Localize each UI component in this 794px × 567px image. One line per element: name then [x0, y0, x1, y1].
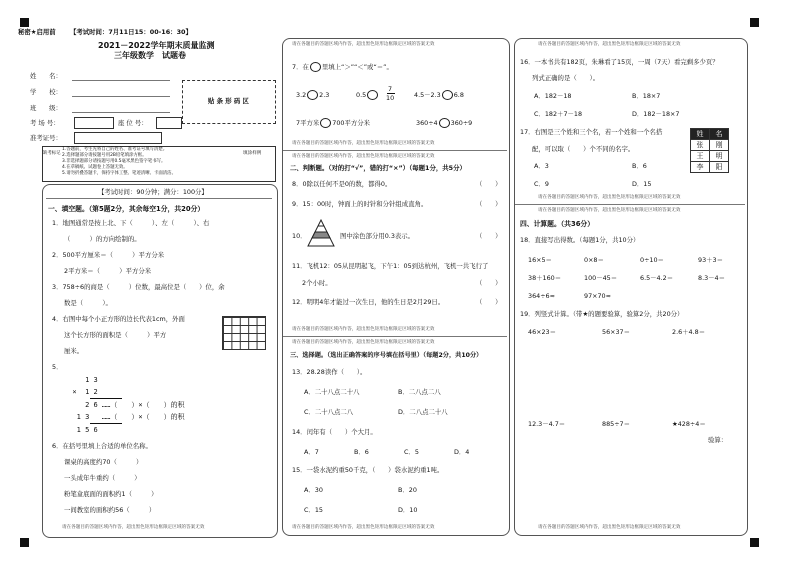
- c15-text: 15．一袋水泥约重50千克，（ ）袋水泥约重1吨。: [292, 466, 444, 474]
- compare-row-1: 3.2 2.3: [296, 91, 330, 99]
- c16-line2: 列式正确的是（ ）。: [532, 74, 600, 82]
- triangle-figure: [306, 218, 336, 248]
- q4-line2: 这个长方形的面积是（ ）平方: [64, 331, 167, 339]
- q5-label: 5．: [52, 363, 63, 371]
- fraction-denominator: 10: [386, 94, 395, 102]
- section-judge: 二、判断题。（对的打“√”，错的打“×”）（每题1分，共5分）: [290, 164, 466, 172]
- name-table-header: 姓: [691, 129, 710, 140]
- j11-paren[interactable]: （ ）: [476, 279, 502, 287]
- c13-option-d[interactable]: D．二八点二十八: [398, 408, 448, 416]
- corner-mark: [750, 18, 759, 27]
- c17-option-b[interactable]: B．6: [632, 162, 647, 170]
- q6-line2: 课桌的高度约70（ ）: [64, 458, 143, 466]
- q2-line2: 2平方米＝（ ）平方分米: [64, 267, 152, 275]
- c13-text: 13．28.28读作（ ）。: [292, 368, 367, 376]
- c17-option-c[interactable]: C．9: [534, 180, 549, 188]
- q5-vertical-line: × 1 2: [64, 388, 98, 396]
- calc-item: 16×5＝: [528, 256, 552, 264]
- check-label: 验算：: [708, 436, 728, 444]
- j10-num: 10．: [292, 232, 307, 240]
- q1-line1: 1．地图通常是按上北、下（ ）、左（ ）、右: [52, 219, 210, 227]
- field-room: 考 场 号：: [30, 119, 60, 127]
- calc-item: ★428÷4＝: [672, 420, 706, 428]
- doc-subtitle: 三年级数学 试题卷: [114, 51, 186, 60]
- field-school: 学 校：: [30, 88, 62, 96]
- q6-line3: 一头成年牛重约（ ）: [64, 474, 141, 482]
- calc-item: 100－45＝: [584, 274, 618, 282]
- j9-text: 9．15：00时，钟面上的时针和分针组成直角。: [292, 200, 428, 208]
- warning-header: 请在各题目的答题区域内作答，超出黑色矩形边框限定区域的答案无效: [292, 154, 435, 159]
- fill-sample-label: 填涂样例: [243, 151, 262, 156]
- j11-line2: 2个小时。: [302, 279, 332, 287]
- compare-circle-icon[interactable]: [367, 90, 378, 100]
- calc-item: 38＋160＝: [528, 274, 562, 282]
- c17-line1: 17．右图是三个姓和三个名，若一个姓和一个名搭: [520, 128, 663, 136]
- compare-circle-icon[interactable]: [320, 118, 331, 128]
- note-line: 5.请勿折叠答题卡，保持字体工整、笔迹清晰、卡面清洁。: [62, 171, 176, 176]
- c18-text: 18．直接写出得数。（每题1分，共10分）: [520, 236, 640, 244]
- note-line: 3.非选择题部分请按题号用0.5毫米黑色签字笔书写。: [62, 159, 166, 164]
- compare-row-2: 7平方米 700平方分米: [296, 119, 371, 127]
- warning-header: 请在各题目的答题区域内作答，超出黑色矩形边框限定区域的答案无效: [292, 42, 435, 47]
- q4-line1: 4．右图中每个小正方形的边长代表1cm，外面: [52, 315, 185, 323]
- field-name: 姓 名：: [30, 72, 62, 80]
- j10-paren[interactable]: （ ）: [476, 232, 502, 240]
- corner-mark: [750, 538, 759, 547]
- section-fill: 一、填空题。（第5题2分，其余每空1分，共20分）: [48, 205, 205, 213]
- c17-option-d[interactable]: D．15: [632, 180, 652, 188]
- compare-row-1b: 0.5: [356, 90, 379, 100]
- warning-footer: 请在各题目的答题区域内作答，超出黑色矩形边框限定区域的答案无效: [538, 525, 681, 530]
- j10-text: 图中涂色部分用0.3表示。: [340, 232, 415, 240]
- c16-option-b[interactable]: B．18×7: [632, 92, 661, 100]
- j11-line1: 11．飞机12：05从昆明起飞，下午1：05到达杭州，飞机一共飞行了: [292, 262, 489, 270]
- c14-option-c[interactable]: C．5: [404, 448, 419, 456]
- q6-line1: 6．在括号里填上合适的单位名称。: [52, 442, 152, 450]
- j9-paren[interactable]: （ ）: [476, 200, 502, 208]
- warning-footer: 请在各题目的答题区域内作答，超出黑色矩形边框限定区域的答案无效: [292, 141, 435, 146]
- barcode-label: 贴 条 形 码 区: [208, 97, 249, 105]
- calc-item: 0÷10＝: [640, 256, 664, 264]
- warning-footer: 请在各题目的答题区域内作答，超出黑色矩形边框限定区域的答案无效: [292, 327, 435, 332]
- c13-option-c[interactable]: C．二十八点二八: [304, 408, 354, 416]
- c15-option-d[interactable]: D．10: [398, 506, 418, 514]
- field-class: 班 级：: [30, 104, 62, 112]
- name-cell: 张: [691, 140, 710, 151]
- exam-time: 【考试时间：7月11日15：00-16：30】: [70, 28, 192, 36]
- compare-circle-icon[interactable]: [307, 90, 318, 100]
- c15-option-c[interactable]: C．15: [304, 506, 323, 514]
- c16-option-d[interactable]: D．182－18×7: [632, 110, 680, 118]
- q1-line2: （ ）的方向绘制的。: [64, 235, 141, 243]
- corner-mark: [20, 18, 29, 27]
- q6-line5: 一间教室的面积约56（ ）: [64, 506, 156, 514]
- c16-line1: 16．一本书共有182页，朱琳看了15页，一周（7天）看完剩多少页？: [520, 58, 719, 66]
- room-box[interactable]: [74, 117, 114, 129]
- q5-vertical-line: 1 3 ……（ ）×（ ）的积: [64, 413, 185, 421]
- j12-paren[interactable]: （ ）: [476, 298, 502, 306]
- calc-item: 46×23＝: [528, 328, 557, 336]
- calc-item: 8.3－4＝: [698, 274, 726, 282]
- exam-info: 【考试时间：90分钟；满分：100分】: [98, 188, 208, 196]
- c13-option-b[interactable]: B．二八点二八: [398, 388, 441, 396]
- warning-header: 请在各题目的答题区域内作答，超出黑色矩形边框限定区域的答案无效: [538, 42, 681, 47]
- warning-footer: 请在各题目的答题区域内作答，超出黑色矩形边框限定区域的答案无效: [292, 525, 435, 530]
- q4-line3: 厘米。: [64, 347, 84, 355]
- c14-option-b[interactable]: B．6: [354, 448, 369, 456]
- calc-item: 2.6＋4.8＝: [672, 328, 706, 336]
- ticket-box[interactable]: [74, 132, 162, 144]
- calc-item: 56×37＝: [602, 328, 631, 336]
- q2-line1: 2．500平方厘米＝（ ）平方分米: [52, 251, 165, 259]
- name-cell: 阳: [710, 162, 729, 173]
- c16-option-a[interactable]: A．182－18: [534, 92, 572, 100]
- compare-circle-icon[interactable]: [439, 118, 450, 128]
- calc-item: 12.3－4.7＝: [528, 420, 566, 428]
- c16-option-c[interactable]: C．182＋7－18: [534, 110, 583, 118]
- compare-circle-icon: [310, 62, 321, 72]
- q5-vertical-line: 1 3: [64, 376, 98, 384]
- q3-line1: 3．758÷6的商是（ ）位数，最高位是（ ）位，余: [52, 283, 225, 291]
- c15-option-a[interactable]: A．30: [304, 486, 323, 494]
- calc-item: 0×8＝: [584, 256, 604, 264]
- middle-panel: [282, 38, 510, 536]
- q4-square-grid: [222, 316, 266, 350]
- j12-text: 12．明明4年才能过一次生日，他的生日是2月29日。: [292, 298, 445, 306]
- warning-header: 请在各题目的答题区域内作答，超出黑色矩形边框限定区域的答案无效: [292, 340, 435, 345]
- name-cell: 李: [691, 162, 710, 173]
- fraction-numerator: 7: [388, 85, 393, 93]
- warning-footer: 请在各题目的答题区域内作答，超出黑色矩形边框限定区域的答案无效: [538, 195, 681, 200]
- field-ticket: 准考证号：: [30, 134, 62, 142]
- compare-circle-icon[interactable]: [442, 90, 453, 100]
- doc-title: 2021－2022学年期末质量监测: [98, 41, 215, 50]
- compare-row-1c: 4.5－2.3 6.8: [414, 91, 464, 99]
- absent-label: 缺考标记: [43, 151, 61, 156]
- calc-item: 93＋3＝: [698, 256, 723, 264]
- corner-mark: [20, 538, 29, 547]
- name-table-header: 名: [710, 129, 729, 140]
- q3-line2: 数是（ ）。: [64, 299, 112, 307]
- c13-option-a[interactable]: A．二十八点二十八: [304, 388, 360, 396]
- note-line: 2.选择题部分请按题号用2B铅笔填涂方框。: [62, 153, 147, 158]
- section-calc: 四、计算题。（共36分）: [520, 220, 595, 228]
- c15-option-b[interactable]: B．20: [398, 486, 417, 494]
- c19-text: 19．列竖式计算。（带★的题要验算，验算2分，共20分）: [520, 310, 684, 318]
- calc-item: 885÷7＝: [602, 420, 631, 428]
- name-cell: 明: [710, 151, 729, 162]
- seat-box[interactable]: [156, 117, 182, 129]
- field-seat: 座 位 号：: [118, 119, 148, 127]
- c14-text: 14．闰年有（ ）个大月。: [292, 428, 377, 436]
- calc-item: 6.5－4.2＝: [640, 274, 674, 282]
- q7-label: 7．在 里填上“＞”“＜”或“＝”。: [292, 63, 393, 71]
- warning-header: 请在各题目的答题区域内作答，超出黑色矩形边框限定区域的答案无效: [538, 208, 681, 213]
- c14-option-a[interactable]: A．7: [304, 448, 319, 456]
- compare-row-2b: 360÷4 360÷9: [416, 119, 473, 127]
- calc-item: 364÷6≈: [528, 292, 555, 300]
- name-cell: 刚: [710, 140, 729, 151]
- name-table: [690, 128, 729, 173]
- note-line: 4.在草稿纸、试题卷上答题无效。: [62, 165, 128, 170]
- calc-item: 97×70≈: [584, 292, 611, 300]
- section-choice: 三、选择题。（选出正确答案的序号填在括号里）（每题2分，共10分）: [290, 352, 483, 359]
- secret-label: 秘密★启用前: [18, 28, 56, 36]
- name-cell: 王: [691, 151, 710, 162]
- warning-footer: 请在各题目的答题区域内作答，超出黑色矩形边框限定区域的答案无效: [62, 525, 205, 530]
- j8-text: 8．0除以任何不是0的数，都得0。: [292, 180, 392, 188]
- c14-option-d[interactable]: D．4: [454, 448, 470, 456]
- q5-vertical-line: 2 6 ……（ ）×（ ）的积: [64, 401, 185, 409]
- j8-paren[interactable]: （ ）: [476, 180, 502, 188]
- q5-vertical-line: 1 5 6: [64, 426, 98, 434]
- q6-line4: 粉笔盒底面的面积约1（ ）: [64, 490, 158, 498]
- note-line: 1.答题前，考生先将自己的姓名、准考证号填写清楚。: [62, 147, 168, 152]
- c17-line2: 配，可以取（ ）个不同的名字。: [532, 145, 635, 153]
- c17-option-a[interactable]: A．3: [534, 162, 549, 170]
